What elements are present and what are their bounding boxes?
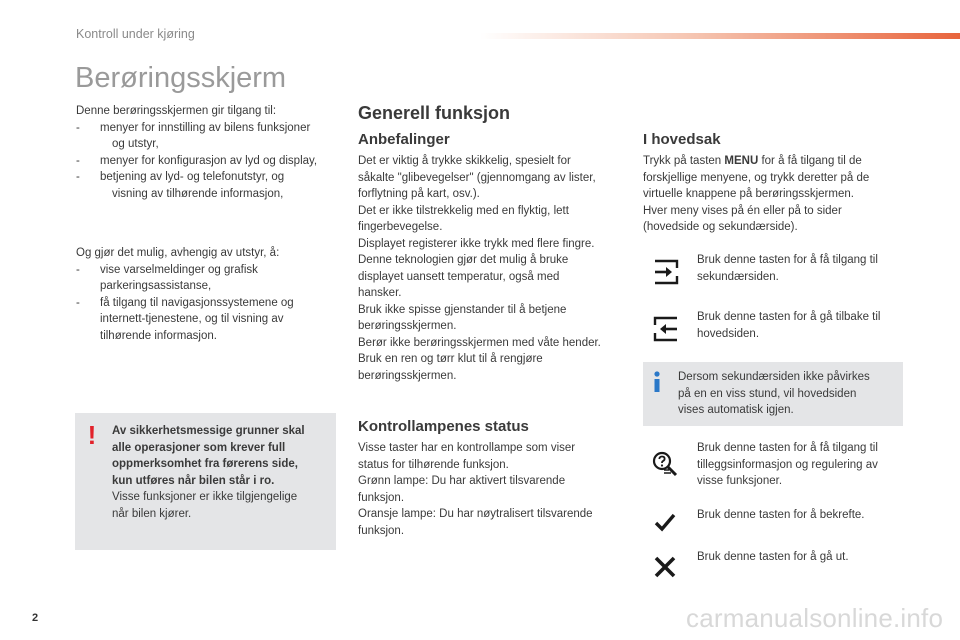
status-title: Kontrollampenes status bbox=[358, 418, 529, 435]
settings-info-icon bbox=[651, 450, 679, 478]
general-title: Generell funksjon bbox=[358, 103, 511, 123]
list-item-cont: parkeringsassistanse, bbox=[100, 280, 212, 292]
main-title: I hovedsak bbox=[643, 131, 721, 148]
intro-lead-2: Og gjør det mulig, avhengig av utstyr, å: bbox=[76, 247, 280, 259]
list-item-cont: internett-tjenestene, og til visning av bbox=[100, 313, 284, 325]
list-item: - menyer for innstilling av bilens funksjoner bbox=[76, 121, 311, 134]
warning-text: Av sikkerhetsmessige grunner skal alle operasjoner som krever full oppmerksomhet fra førerens side, kun utføres når bilen står i ro. Visse funksjoner er ikke tilgjengelige når bilen kjører. bbox=[112, 425, 305, 520]
page-title: Berøringsskjerm bbox=[75, 62, 287, 94]
status-text: Visse taster har en kontrollampe som viser status for tilhørende funksjon. Grønn lampe: Du har aktivert tilsvarende funksjon. Oransje lampe: Du har nøytralisert tilsvarende funksjon. bbox=[358, 442, 593, 537]
close-icon bbox=[651, 553, 679, 581]
list-item: - vise varselmeldinger og grafisk bbox=[76, 263, 258, 276]
page-number: 2 bbox=[32, 612, 39, 624]
info-text: Dersom sekundærsiden ikke påvirkes på en en viss stund, vil hovedsiden vises automatisk igjen. bbox=[678, 371, 870, 416]
list-item: - betjening av lyd- og telefonutstyr, og bbox=[76, 171, 285, 183]
watermark: carmanualsonline.info bbox=[686, 603, 944, 633]
list-item-cont: tilhørende informasjon. bbox=[100, 329, 217, 342]
list-item-cont: visning av tilhørende informasjon, bbox=[112, 187, 284, 200]
intro-block bbox=[76, 103, 338, 202]
list-item: - få tilgang til navigasjonssystemene og bbox=[76, 296, 294, 309]
back-page-icon bbox=[652, 315, 680, 343]
recommend-text: Det er viktig å trykke skikkelig, spesielt for såkalte "glibevegelser" (gjennomgang av lister, forflytning på kart, osv.). Det er ikke tilstrekkelig med en flyktig, lett fingerbevegelse. Displayet registerer ikke trykk med flere fingre. Denne teknologien gjør det mulig å bruke displayet uansett temperatur, også med hansker. Bruk ikke spisse gjenstander til å betjene berøringsskjermen. Berør ikke berøringsskjermen med våte hender. Bruk en ren og tørr klut til å rengjøre berøringsskjermen. bbox=[358, 155, 601, 382]
intro-lead: Denne berøringsskjermen gir tilgang til: bbox=[76, 105, 277, 117]
intro-block-2 bbox=[76, 245, 338, 344]
warning-icon: ! bbox=[87, 420, 97, 450]
list-item-cont: og utstyr, bbox=[112, 138, 159, 150]
section-header: Kontroll under kjøring bbox=[76, 27, 195, 41]
key-exit-text: Bruk denne tasten for å gå ut. bbox=[697, 551, 849, 563]
recommend-title: Anbefalinger bbox=[358, 131, 450, 148]
header-accent-bar bbox=[480, 33, 960, 39]
key-settings-text: Bruk denne tasten for å få tilgang til tilleggsinformasjon og regulering av visse funksjoner. bbox=[697, 442, 878, 487]
next-page-icon bbox=[652, 258, 680, 286]
key-confirm-text: Bruk denne tasten for å bekrefte. bbox=[697, 509, 865, 521]
list-item: - menyer for konfigurasjon av lyd og display, bbox=[76, 154, 318, 167]
key-next-text: Bruk denne tasten for å få tilgang til sekundærsiden. bbox=[697, 254, 878, 283]
main-text: Trykk på tasten MENU for å få tilgang til de forskjellige menyene, og trykk deretter på de virtuelle knappene på berøringsskjermen. Hver meny vises på én eller på to sider (hovedside og sekundærside). bbox=[643, 155, 870, 233]
key-back-text: Bruk denne tasten for å gå tilbake til hovedsiden. bbox=[697, 311, 881, 340]
info-icon bbox=[650, 371, 664, 393]
check-icon bbox=[651, 508, 679, 536]
